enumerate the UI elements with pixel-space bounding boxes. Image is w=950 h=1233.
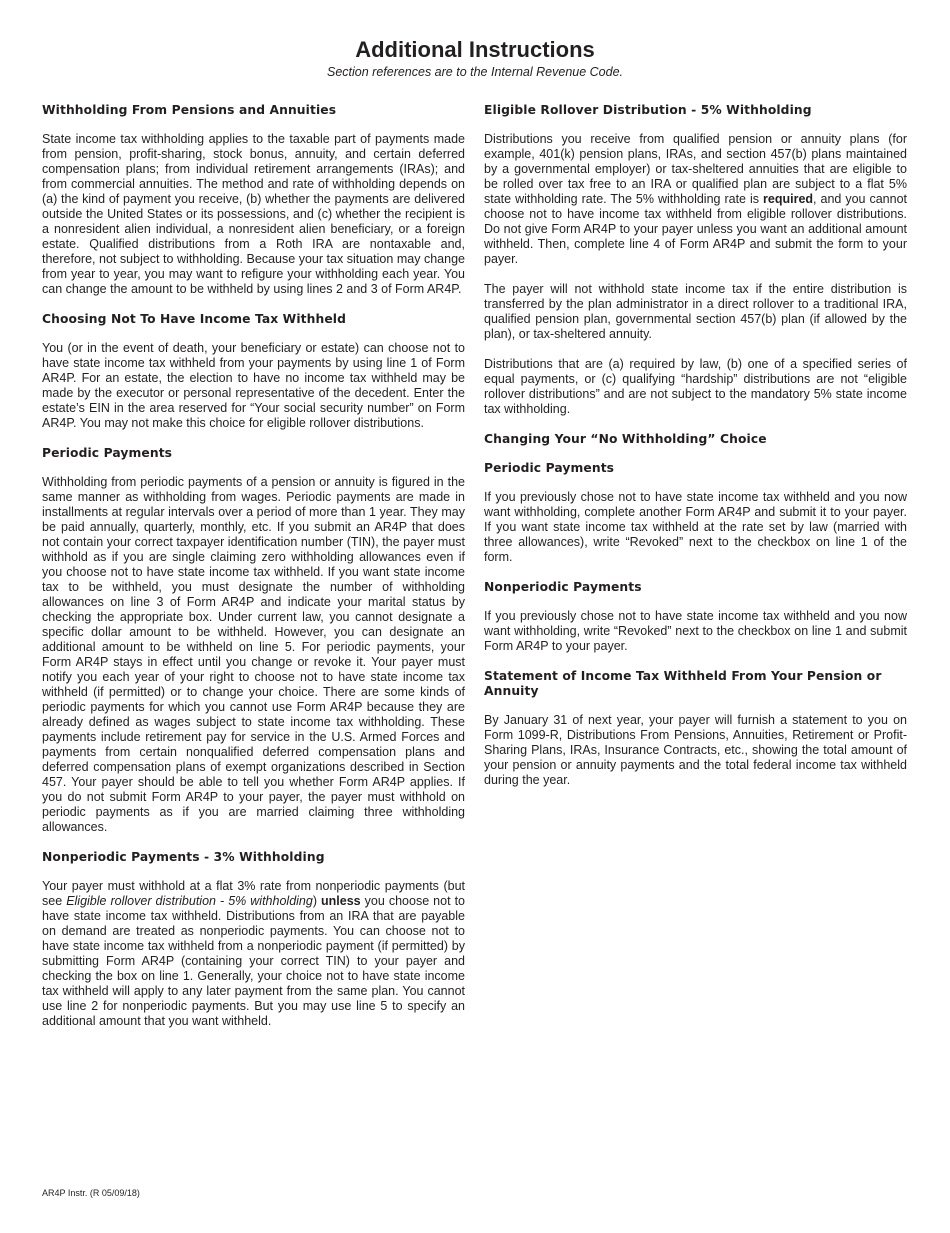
section-body-direct-rollover: The payer will not withhold state income tax if the entire distribution is transferred by the plan administrator in a direct rollover to a traditional IRA, qualified pension plan, governmental section 457(b) plan (if allowed by the plan), or tax-sheltered annuity. xyxy=(484,282,907,341)
section-body-not-eligible-distributions: Distributions that are (a) required by law, (b) one of a specified series of equal payments, or (c) qualifying “hardship” distributions are not “eligible rollover distributions” and are not subject to the mandatory 5% state income tax withholding. xyxy=(484,357,907,416)
page-title: Additional Instructions xyxy=(355,37,595,62)
left-column xyxy=(42,103,465,1044)
section-heading-nonperiodic-payments-3pct: Nonperiodic Payments - 3% Withholding xyxy=(42,850,325,864)
section-heading-periodic-payments: Periodic Payments xyxy=(42,446,173,460)
right-column xyxy=(484,103,907,803)
page-subtitle: Section references are to the Internal Revenue Code. xyxy=(326,65,623,79)
body-bold-emphasis: required xyxy=(763,192,814,206)
body-text: ) xyxy=(312,894,322,908)
section-heading-choosing-not-withheld: Choosing Not To Have Income Tax Withheld xyxy=(42,312,346,326)
section-body-nonperiodic-payments-change: If you previously chose not to have state income tax withheld and you now want withholding, write “Revoked” next to the checkbox on line 1 and submit Form AR4P to your payer. xyxy=(484,609,907,653)
body-bold-emphasis: unless xyxy=(321,894,361,908)
section-heading-changing-choice: Changing Your “No Withholding” Choice xyxy=(484,432,767,446)
section-body-withholding-pensions: State income tax withholding applies to the taxable part of payments made from pension, profit-sharing, stock bonus, annuity, and certain deferred compensation plans; from individual retirement arrangements (IRAs); and from commercial annuities. The method and rate of withholding depends on (a) the kind of payment you receive, (b) whether the payments are delivered outside the United States or its possessions, and (c) whether the recipient is a nonresident alien individual, a nonresident alien beneficiary, or a foreign estate. Qualified distributions from a Roth IRA are nontaxable and, therefore, not subject to withholding. Because your tax situation may change from year to year, you may want to refigure your withholding each year. You can change the amount to be withheld by using lines 2 and 3 of Form AR4P. xyxy=(42,132,465,296)
section-heading-eligible-rollover: Eligible Rollover Distribution - 5% Withholding xyxy=(484,103,812,117)
section-heading-statement-tax-withheld: Statement of Income Tax Withheld From Your Pension or Annuity xyxy=(484,669,882,698)
section-heading-periodic-payments-change: Periodic Payments xyxy=(484,461,615,475)
section-body-periodic-payments-change: If you previously chose not to have state income tax withheld and you now want withholding, complete another Form AR4P and submit it to your payer. If you want state income tax withheld at the rate set by law (married with three allowances), write “Revoked” next to the checkbox on line 1 of the form. xyxy=(484,490,907,564)
body-italic-reference: Eligible rollover distribution - 5% withholding xyxy=(66,894,313,908)
section-heading-nonperiodic-payments-change: Nonperiodic Payments xyxy=(484,580,642,594)
section-body-eligible-rollover xyxy=(484,132,907,267)
form-footer-id: AR4P Instr. (R 05/09/18) xyxy=(42,1188,140,1198)
section-body-nonperiodic-payments-3pct xyxy=(42,879,465,1029)
section-body-choosing-not-withheld: You (or in the event of death, your beneficiary or estate) can choose not to have state income tax withheld from your payments by using line 1 of Form AR4P. For an estate, the election to have no income tax withheld may be made by the executor or personal representative of the decedent. Enter the estate’s EIN in the area reserved for “Your social security number” on Form AR4P. You may not make this choice for eligible rollover distributions. xyxy=(42,341,465,430)
body-text: Your payer must withhold at a flat 3% rate from nonperiodic payments (but see xyxy=(42,879,465,908)
body-text: Distributions you receive from qualified pension or annuity plans (for example, 401(k) pension plans, IRAs, and section 457(b) plans maintained by a governmental employer) or tax-sheltered annuities that are eligible to be rolled over tax free to an IRA or qualified plan are subject to a flat 5% state withholding rate. The 5% withholding rate is xyxy=(484,132,907,206)
section-body-periodic-payments: Withholding from periodic payments of a pension or annuity is figured in the same manner as withholding from wages. Periodic payments are made in installments at regular intervals over a period of more than 1 year. They may be paid annually, quarterly, monthly, etc. If you submit an AR4P that does not contain your correct taxpayer identification number (TIN), the payer must withhold as if you are single claiming zero withholding allowances even if you choose not to have state income tax withheld. If you want state income tax to be withheld, you must designate the number of withholding allowances on line 3 of Form AR4P and indicate your marital status by checking the appropriate box. Under current law, you cannot designate a specific dollar amount to be withheld. However, you can designate an additional amount to be withheld on line 5. For periodic payments, your Form AR4P stays in effect until you change or revoke it. Your payer must notify you each year of your right to choose not to have state income tax withheld (if permitted) or to change your choice. There are some kinds of periodic payments for which you cannot use Form AR4P because they are already defined as wages subject to state income tax withholding. These payments include retirement pay for service in the U.S. Armed Forces and payments from certain nonqualified deferred compensation plans and deferred compensation plans of exempt organizations described in Section 457. Your payer should be able to tell you whether Form AR4P applies. If you do not submit Form AR4P to your payer, the payer must withhold on periodic payments as if you are married claiming three withholding allowances. xyxy=(42,475,465,834)
body-text: , and you cannot choose not to have income tax withheld from eligible rollover distributions. Do not give Form AR4P to your payer unless you want an additional amount withheld. Then, complete line 4 of Form AR4P and submit the form to your payer. xyxy=(484,192,907,266)
body-text: you choose not to have state income tax withheld. Distributions from an IRA that are payable on demand are treated as nonperiodic payments. You can choose not to have state income tax withheld from a nonperiodic payment (if permitted) by submitting Form AR4P (containing your correct TIN) to your payer and checking the box on line 1. Generally, your choice not to have state income tax withheld will apply to any later payment from the same plan. You cannot use line 2 for nonperiodic payments. But you may use line 5 to specify an additional amount that you want withheld. xyxy=(42,894,466,1028)
document-header xyxy=(0,36,950,80)
section-body-statement-tax-withheld: By January 31 of next year, your payer will furnish a statement to you on Form 1099-R, Distributions From Pensions, Annuities, Retirement or Profit-Sharing Plans, IRAs, Insurance Contracts, etc., showing the total amount of your pension or annuity payments and the total federal income tax withheld during the year. xyxy=(484,713,907,787)
section-heading-withholding-pensions: Withholding From Pensions and Annuities xyxy=(42,103,337,117)
